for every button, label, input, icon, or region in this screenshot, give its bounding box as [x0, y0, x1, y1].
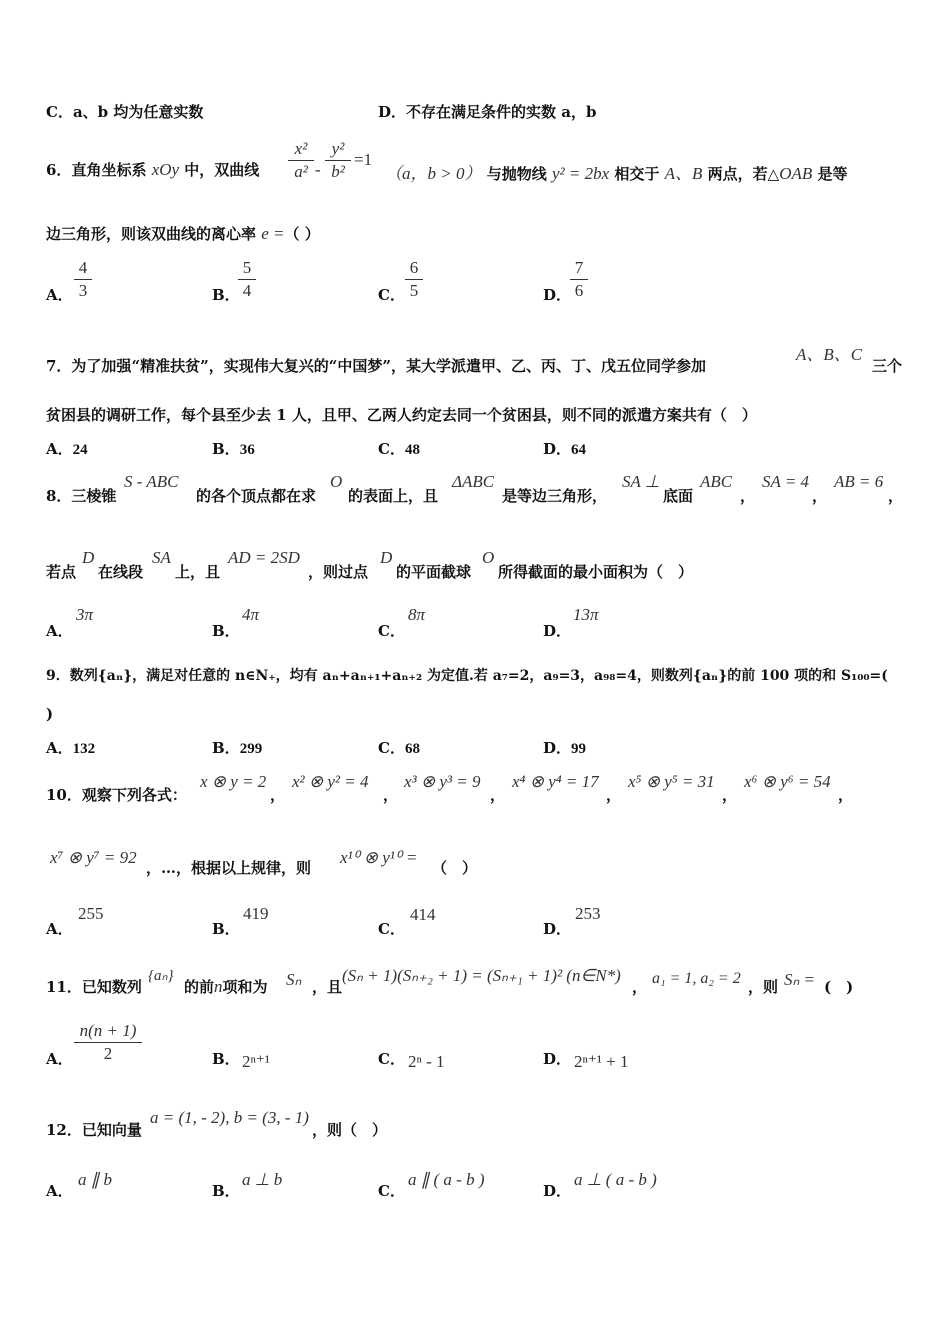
q12-option-a-value: a ∥ b — [78, 1170, 112, 1189]
q10-expr-2: x² ⊗ y² = 4 — [292, 772, 369, 791]
q12-option-a[interactable]: A． — [46, 1182, 73, 1200]
q12-vec: a = (1, - 2), b = (3, - 1) — [150, 1108, 309, 1127]
q5-option-c: C．a、b 均为任意实数 — [46, 103, 204, 121]
q8-comma-1: ， — [740, 487, 756, 505]
q8-option-c[interactable]: C． — [378, 622, 405, 640]
q9-option-a[interactable]: A．132 — [46, 739, 96, 757]
q8-ab6: AB = 6 — [834, 472, 884, 491]
q6-option-b-frac: $\frac{5}{4}$ — [238, 257, 256, 302]
q12-option-d[interactable]: D． — [543, 1182, 572, 1200]
q12-option-b-value: a ⊥ b — [242, 1170, 283, 1189]
q11-option-b-value: 2ⁿ⁺¹ — [242, 1052, 270, 1071]
q7-line-2: 贫困县的调研工作，每个县至少去 1 人，且甲、乙两人约定去同一个贫困县，则不同的派遣方案共有（ ） — [46, 406, 757, 424]
q11-option-a-frac: $\frac{n(n + 1)}{2}$ — [74, 1020, 142, 1065]
q10-expr-3: x³ ⊗ y³ = 9 — [404, 772, 481, 791]
q11-option-b[interactable]: B． — [212, 1050, 240, 1068]
q8-option-a[interactable]: A． — [46, 622, 73, 640]
q8-ad: AD = 2SD — [228, 548, 300, 567]
q10-option-b[interactable]: B． — [212, 920, 240, 938]
q9-option-b[interactable]: B．299 — [212, 739, 263, 757]
q8-l2f: 所得截面的最小面积为（ ） — [498, 563, 694, 581]
q6-option-b[interactable]: B． — [212, 286, 240, 304]
q8-l2e: 的平面截球 — [396, 563, 472, 581]
q8-o: O — [330, 472, 343, 491]
q11-t7: ( ) — [824, 978, 854, 996]
q10-expr-1: x ⊗ y = 2 — [200, 772, 267, 791]
q10-expr-4: x⁴ ⊗ y⁴ = 17 — [512, 772, 599, 791]
q8-o2: O — [482, 548, 495, 567]
q11-sn: Sₙ — [286, 970, 302, 989]
q9-option-c[interactable]: C．68 — [378, 739, 420, 757]
q8-sabc: S - ABC — [124, 472, 179, 491]
q10-label: 10．观察下列各式： — [46, 786, 187, 804]
q8-dabc: ΔABC — [452, 472, 495, 491]
q8-abc: ABC — [700, 472, 733, 491]
q7-line-1-end: 三个 — [872, 357, 903, 375]
q6-option-d-frac: $\frac{7}{6}$ — [570, 257, 588, 302]
q6-option-c[interactable]: C． — [378, 286, 405, 304]
q11-t1: 11．已知数列 — [46, 978, 142, 996]
q10-option-b-value: 419 — [243, 904, 269, 923]
q10-option-d[interactable]: D． — [543, 920, 572, 938]
q6-minus: - — [315, 160, 321, 179]
q10-option-c[interactable]: C． — [378, 920, 405, 938]
q9-option-d[interactable]: D．99 — [543, 739, 587, 757]
q6-line-2: 边三角形，则该双曲线的离心率 e =（ ） — [46, 224, 320, 243]
q11-option-c-value: 2ⁿ - 1 — [408, 1052, 445, 1071]
q8-t4: 底面 — [663, 487, 694, 505]
q11-seq: {aₙ} — [148, 968, 174, 984]
q6-option-d[interactable]: D． — [543, 286, 572, 304]
q10-l2end: （ ） — [432, 859, 478, 877]
q7-option-b[interactable]: B．36 — [212, 440, 255, 458]
q10-expr-6: x⁶ ⊗ y⁶ = 54 — [744, 772, 831, 791]
q7-option-d[interactable]: D．64 — [543, 440, 587, 458]
q6-frac-y-over-b: $\frac{\text{y²}}{\text{b²}}$ — [325, 138, 351, 183]
q11-t2: 的前n项和为 — [184, 977, 268, 996]
q11-t4: ，且 — [312, 978, 343, 996]
q6-option-a-frac: $\frac{4}{3}$ — [74, 257, 92, 302]
q8-sa4: SA = 4 — [762, 472, 810, 491]
q5-option-d: D．不存在满足条件的实数 a，b — [378, 103, 597, 121]
q10-expr-10: x¹⁰ ⊗ y¹⁰ = — [340, 848, 418, 867]
q6-line-1b: （a，b > 0） 与抛物线 y² = 2bx 相交于 A、B 两点，若△OAB 是等 — [385, 164, 848, 183]
q10-option-a-value: 255 — [78, 904, 104, 923]
q8-option-a-value: 3π — [76, 605, 94, 624]
q11-t5: ， — [632, 978, 648, 996]
q10-expr-5: x⁵ ⊗ y⁵ = 31 — [628, 772, 715, 791]
q10-expr-7: x⁷ ⊗ y⁷ = 92 — [50, 848, 137, 867]
q7-line-1: 7．为了加强“精准扶贫”，实现伟大复兴的“中国梦”，某大学派遣甲、乙、丙、丁、戊五位同学参加 — [46, 357, 706, 375]
q8-t1: 的各个顶点都在求 — [196, 487, 317, 505]
q7-option-a[interactable]: A．24 — [46, 440, 88, 458]
q12-option-d-value: a ⊥ ( a - b ) — [574, 1170, 657, 1189]
q8-option-c-value: 8π — [408, 605, 426, 624]
q8-option-b[interactable]: B． — [212, 622, 240, 640]
q11-sn2: Sₙ = — [784, 970, 815, 989]
q11-option-c[interactable]: C． — [378, 1050, 405, 1068]
q6-option-c-frac: $\frac{6}{5}$ — [405, 257, 423, 302]
q8-l2d: ，则过点 — [308, 563, 369, 581]
q10-l2mid: ，…，根据以上规律，则 — [146, 859, 312, 877]
q8-l2a: 若点 — [46, 563, 77, 581]
q11-eq: (Sₙ + 1)(Sₙ₊₂ + 1) = (Sₙ₊₁ + 1)² (n∈N*) — [342, 966, 621, 985]
q11-init: a₁ = 1, a₂ = 2 — [652, 970, 741, 987]
q8-d: D — [82, 548, 95, 567]
q6-frac-x-over-a: $\frac{\text{x²}}{\text{a²}}$ — [288, 138, 314, 183]
q8-sa2: SA — [152, 548, 171, 567]
q10-option-c-value: 414 — [410, 905, 436, 924]
q11-option-d[interactable]: D． — [543, 1050, 572, 1068]
q11-t6: ，则 — [748, 978, 779, 996]
q8-comma-2: ， — [812, 487, 828, 505]
q8-l2c: 上，且 — [175, 563, 221, 581]
q8-sa-perp: SA ⊥ — [622, 472, 660, 491]
q12-option-c[interactable]: C． — [378, 1182, 405, 1200]
q8-option-d-value: 13π — [573, 605, 599, 624]
q8-option-b-value: 4π — [242, 605, 260, 624]
q12-t1: 12．已知向量 — [46, 1121, 142, 1139]
q8-d2: D — [380, 548, 393, 567]
q8-num: 8．三棱锥 — [46, 487, 117, 505]
q10-option-d-value: 253 — [575, 904, 601, 923]
q7-abc: A、B、C — [796, 345, 863, 364]
q9-line-2: ) — [46, 705, 54, 723]
q8-l2b: 在线段 — [98, 563, 144, 581]
q8-t3: 是等边三角形， — [502, 487, 608, 505]
q12-option-c-value: a ∥ ( a - b ) — [408, 1170, 485, 1189]
q12-option-b[interactable]: B． — [212, 1182, 240, 1200]
q6-line-1: 6．直角坐标系 xOy 中，双曲线 — [46, 160, 260, 179]
q11-option-a[interactable]: A． — [46, 1050, 73, 1068]
q6-option-a[interactable]: A． — [46, 286, 73, 304]
q8-comma-3: ， — [888, 487, 904, 505]
q7-option-c[interactable]: C．48 — [378, 440, 420, 458]
q6-eq1: =1 — [354, 150, 373, 169]
q8-option-d[interactable]: D． — [543, 622, 572, 640]
q9-line-1: 9．数列{aₙ}，满足对任意的 n∈N₊，均有 aₙ+aₙ₊₁+aₙ₊₂ 为定值.若 a₇=2，a₉=3，a₉₈=4，则数列{aₙ}的前 100 项的和 S₁₀₀=( — [46, 668, 888, 684]
q8-t2: 的表面上，且 — [348, 487, 439, 505]
q12-t2: ，则（ ） — [312, 1121, 388, 1139]
q10-option-a[interactable]: A． — [46, 920, 73, 938]
q11-option-d-value: 2ⁿ⁺¹ + 1 — [574, 1052, 629, 1071]
